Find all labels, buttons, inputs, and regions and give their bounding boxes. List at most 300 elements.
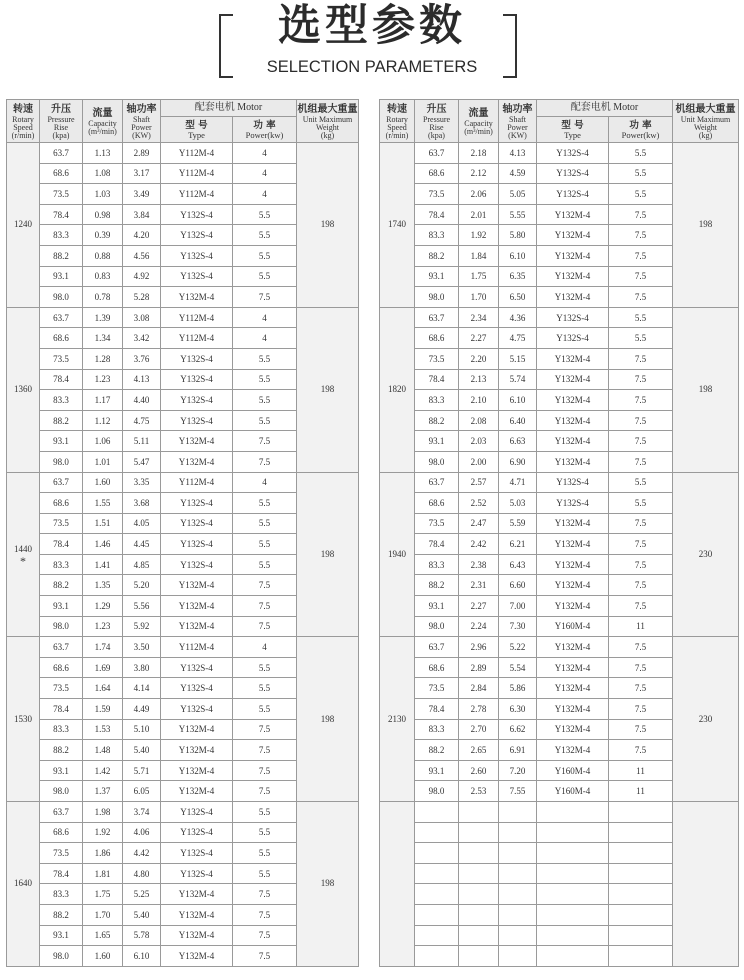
rotary-speed-cell <box>380 472 415 637</box>
pressure-rise-cell: 93.1 <box>40 596 83 617</box>
pressure-rise-cell: 98.0 <box>40 616 83 637</box>
capacity-cell: 1.75 <box>83 884 123 905</box>
pressure-rise-cell: 83.3 <box>415 554 459 575</box>
motor-type-cell: Y112M-4 <box>161 307 233 328</box>
motor-power-cell: 7.5 <box>609 575 673 596</box>
motor-type-cell: Y132M-4 <box>537 554 609 575</box>
motor-power-cell: 5.5 <box>233 822 297 843</box>
motor-power-cell: 5.5 <box>233 513 297 534</box>
title-block <box>0 0 744 90</box>
capacity-cell: 1.12 <box>83 410 123 431</box>
capacity-cell: 1.70 <box>459 287 499 308</box>
empty-cell <box>415 863 459 884</box>
table-row <box>7 307 359 328</box>
motor-type-cell: Y132M-4 <box>161 904 233 925</box>
motor-power-cell: 7.5 <box>233 719 297 740</box>
empty-cell <box>459 843 499 864</box>
header-pressure-pressure_unit: (kpa) <box>428 130 445 140</box>
pressure-rise-cell: 68.6 <box>40 163 83 184</box>
motor-type-cell: Y132M-4 <box>537 266 609 287</box>
capacity-cell: 2.27 <box>459 596 499 617</box>
rotary-speed-value: 1530 <box>14 713 32 724</box>
shaft-power-cell: 4.06 <box>123 822 161 843</box>
spec-table-right <box>379 99 739 967</box>
shaft-power-cell: 4.75 <box>499 328 537 349</box>
motor-type-cell: Y132S-4 <box>161 863 233 884</box>
empty-cell <box>499 884 537 905</box>
motor-power-cell: 7.5 <box>609 719 673 740</box>
motor-power-cell: 5.5 <box>609 143 673 164</box>
motor-power-cell: 5.5 <box>609 328 673 349</box>
pressure-rise-cell: 78.4 <box>40 534 83 555</box>
capacity-cell: 1.01 <box>83 451 123 472</box>
capacity-cell: 1.86 <box>83 843 123 864</box>
header-weight-weight_en2: Weight <box>694 122 717 132</box>
shaft-power-cell: 2.89 <box>123 143 161 164</box>
rotary-speed-cell <box>7 143 40 308</box>
capacity-cell: 2.13 <box>459 369 499 390</box>
motor-type-cell: Y132M-4 <box>537 678 609 699</box>
pressure-rise-cell: 68.6 <box>40 822 83 843</box>
pressure-rise-cell: 68.6 <box>415 163 459 184</box>
capacity-cell: 2.53 <box>459 781 499 802</box>
motor-power-cell: 11 <box>609 616 673 637</box>
capacity-cell: 0.39 <box>83 225 123 246</box>
motor-type-cell: Y132S-4 <box>161 657 233 678</box>
motor-type-cell: Y132S-4 <box>161 348 233 369</box>
empty-cell <box>499 802 537 823</box>
empty-cell <box>415 925 459 946</box>
shaft-power-cell: 5.80 <box>499 225 537 246</box>
motor-power-cell: 7.5 <box>233 884 297 905</box>
header-pressure-pressure_en2: Rise <box>53 122 69 132</box>
header-speed-speed_en1: Rotary <box>12 114 34 124</box>
empty-cell <box>609 863 673 884</box>
motor-power-cell: 5.5 <box>233 843 297 864</box>
pressure-rise-cell: 83.3 <box>415 719 459 740</box>
header-shaft-power-shaft_en2: Power <box>131 122 152 132</box>
empty-cell <box>537 884 609 905</box>
header-row <box>7 100 359 117</box>
shaft-power-cell: 4.13 <box>499 143 537 164</box>
motor-type-cell: Y132S-4 <box>161 513 233 534</box>
header-speed-speed_unit: (r/min) <box>11 130 35 140</box>
header-motor-label: 配套电机 Motor <box>570 102 639 113</box>
unit-weight-cell: 230 <box>673 472 739 637</box>
shaft-power-cell: 5.56 <box>123 596 161 617</box>
table-row <box>7 143 359 164</box>
motor-type-cell: Y132S-4 <box>161 369 233 390</box>
shaft-power-cell: 4.13 <box>123 369 161 390</box>
shaft-power-cell: 5.92 <box>123 616 161 637</box>
header-motor-type <box>161 117 233 143</box>
capacity-cell: 2.03 <box>459 431 499 452</box>
motor-power-cell: 5.5 <box>233 369 297 390</box>
capacity-cell: 1.46 <box>83 534 123 555</box>
motor-type-cell: Y132S-4 <box>161 410 233 431</box>
motor-type-cell: Y132M-4 <box>161 925 233 946</box>
pressure-rise-cell: 78.4 <box>40 369 83 390</box>
motor-type-cell: Y132S-4 <box>537 184 609 205</box>
pressure-rise-cell: 68.6 <box>415 328 459 349</box>
motor-power-cell: 7.5 <box>609 657 673 678</box>
shaft-power-cell: 4.05 <box>123 513 161 534</box>
capacity-cell: 2.31 <box>459 575 499 596</box>
pressure-rise-cell: 98.0 <box>415 781 459 802</box>
pressure-rise-cell: 83.3 <box>415 225 459 246</box>
pressure-rise-cell: 78.4 <box>40 204 83 225</box>
table-row <box>7 472 359 493</box>
shaft-power-cell: 6.10 <box>123 946 161 967</box>
pressure-rise-cell: 83.3 <box>40 884 83 905</box>
rotary-speed-cell <box>380 143 415 308</box>
pressure-rise-cell: 93.1 <box>40 431 83 452</box>
motor-type-cell: Y132M-4 <box>161 575 233 596</box>
motor-power-cell: 7.5 <box>609 390 673 411</box>
unit-weight-cell: 230 <box>673 637 739 802</box>
shaft-power-cell: 6.40 <box>499 410 537 431</box>
empty-cell <box>415 802 459 823</box>
motor-type-cell: Y132M-4 <box>537 348 609 369</box>
pressure-rise-cell: 83.3 <box>40 554 83 575</box>
pressure-rise-cell: 93.1 <box>415 431 459 452</box>
rotary-speed-cell <box>380 637 415 802</box>
motor-type-cell: Y132M-4 <box>161 596 233 617</box>
header-pressure-pressure_cn: 升压 <box>426 103 447 115</box>
motor-type-cell: Y132M-4 <box>161 946 233 967</box>
motor-power-cell: 5.5 <box>233 245 297 266</box>
capacity-cell: 2.57 <box>459 472 499 493</box>
header-power-cn: 功 率 <box>629 119 652 131</box>
motor-power-cell: 5.5 <box>233 266 297 287</box>
header-speed-speed_unit: (r/min) <box>385 130 409 140</box>
motor-power-cell: 7.5 <box>609 348 673 369</box>
header-type-en: Type <box>188 129 205 140</box>
motor-type-cell: Y132M-4 <box>537 534 609 555</box>
rotary-speed-value: 1360 <box>14 384 32 395</box>
motor-power-cell: 7.5 <box>233 451 297 472</box>
header-shaft-power-shaft_cn: 轴功率 <box>502 103 533 115</box>
header-motor-label: 配套电机 Motor <box>194 102 263 113</box>
motor-power-cell: 7.5 <box>233 740 297 761</box>
motor-power-cell: 5.5 <box>233 554 297 575</box>
header-weight <box>673 100 739 143</box>
header-power-cn: 功 率 <box>253 119 276 131</box>
header-motor <box>537 100 673 117</box>
recommended-mark: * <box>20 553 26 568</box>
empty-cell <box>609 884 673 905</box>
pressure-rise-cell: 63.7 <box>415 472 459 493</box>
capacity-cell: 0.83 <box>83 266 123 287</box>
capacity-cell: 1.51 <box>83 513 123 534</box>
motor-power-cell: 7.5 <box>609 287 673 308</box>
header-capacity <box>459 100 499 143</box>
motor-power-cell: 7.5 <box>233 287 297 308</box>
capacity-cell: 1.92 <box>83 822 123 843</box>
shaft-power-cell: 3.17 <box>123 163 161 184</box>
page-title-cn: 选型参数 <box>278 1 466 51</box>
motor-power-cell: 4 <box>233 143 297 164</box>
capacity-cell: 2.70 <box>459 719 499 740</box>
capacity-cell: 1.65 <box>83 925 123 946</box>
empty-cell <box>459 822 499 843</box>
capacity-cell: 1.60 <box>83 946 123 967</box>
motor-power-cell: 5.5 <box>609 184 673 205</box>
motor-type-cell: Y132S-4 <box>161 225 233 246</box>
shaft-power-cell: 5.74 <box>499 369 537 390</box>
capacity-cell: 1.17 <box>83 390 123 411</box>
empty-cell <box>499 843 537 864</box>
motor-type-cell: Y132M-4 <box>537 431 609 452</box>
table-row <box>380 307 739 328</box>
pressure-rise-cell: 63.7 <box>40 637 83 658</box>
motor-power-cell: 5.5 <box>609 493 673 514</box>
shaft-power-cell: 3.80 <box>123 657 161 678</box>
pressure-rise-cell: 88.2 <box>415 245 459 266</box>
header-speed-speed_en1: Rotary <box>386 114 408 124</box>
pressure-rise-cell: 93.1 <box>415 596 459 617</box>
shaft-power-cell: 5.78 <box>123 925 161 946</box>
pressure-rise-cell: 68.6 <box>40 328 83 349</box>
pressure-rise-cell: 98.0 <box>40 287 83 308</box>
header-weight-weight_cn: 机组最大重量 <box>297 103 358 115</box>
motor-power-cell: 4 <box>233 328 297 349</box>
shaft-power-cell: 6.35 <box>499 266 537 287</box>
shaft-power-cell: 7.00 <box>499 596 537 617</box>
pressure-rise-cell: 88.2 <box>40 740 83 761</box>
pressure-rise-cell: 78.4 <box>40 699 83 720</box>
motor-type-cell: Y132M-4 <box>161 616 233 637</box>
capacity-cell: 2.18 <box>459 143 499 164</box>
empty-cell <box>415 843 459 864</box>
header-speed-speed_en2: Speed <box>387 122 407 132</box>
motor-type-cell: Y132M-4 <box>537 719 609 740</box>
header-pressure-pressure_en1: Pressure <box>422 114 451 124</box>
shaft-power-cell: 4.40 <box>123 390 161 411</box>
motor-type-cell: Y132S-4 <box>161 843 233 864</box>
empty-cell <box>537 904 609 925</box>
header-pressure <box>415 100 459 143</box>
header-pressure <box>40 100 83 143</box>
shaft-power-cell: 4.80 <box>123 863 161 884</box>
capacity-cell: 1.64 <box>83 678 123 699</box>
pressure-rise-cell: 63.7 <box>415 637 459 658</box>
capacity-cell: 1.23 <box>83 369 123 390</box>
empty-weight-cell <box>673 802 739 967</box>
motor-power-cell: 5.5 <box>233 410 297 431</box>
pressure-rise-cell: 73.5 <box>40 348 83 369</box>
table-row <box>380 637 739 658</box>
motor-power-cell: 5.5 <box>609 163 673 184</box>
header-shaft-power <box>123 100 161 143</box>
shaft-power-cell: 6.43 <box>499 554 537 575</box>
motor-type-cell: Y112M-4 <box>161 328 233 349</box>
shaft-power-cell: 5.55 <box>499 204 537 225</box>
empty-cell <box>499 904 537 925</box>
pressure-rise-cell: 68.6 <box>40 657 83 678</box>
motor-power-cell: 7.5 <box>609 513 673 534</box>
motor-type-cell: Y132M-4 <box>161 719 233 740</box>
shaft-power-cell: 4.45 <box>123 534 161 555</box>
capacity-cell: 1.60 <box>83 472 123 493</box>
motor-type-cell: Y132M-4 <box>537 740 609 761</box>
empty-cell <box>537 802 609 823</box>
capacity-cell: 1.55 <box>83 493 123 514</box>
capacity-cell: 2.96 <box>459 637 499 658</box>
motor-type-cell: Y132M-4 <box>161 451 233 472</box>
header-weight-weight_en1: Unit Maximum <box>680 114 731 124</box>
header-capacity-capacity_unit: (m³/min) <box>88 126 117 136</box>
motor-power-cell: 5.5 <box>233 802 297 823</box>
header-speed-speed_cn: 转速 <box>387 103 407 115</box>
header-weight-weight_unit: (kg) <box>698 130 713 140</box>
header-speed <box>380 100 415 143</box>
header-shaft-power-shaft_en2: Power <box>507 122 528 132</box>
pressure-rise-cell: 88.2 <box>415 740 459 761</box>
empty-cell <box>537 822 609 843</box>
motor-power-cell: 7.5 <box>233 575 297 596</box>
capacity-cell: 2.27 <box>459 328 499 349</box>
shaft-power-cell: 4.59 <box>499 163 537 184</box>
capacity-cell: 2.00 <box>459 451 499 472</box>
shaft-power-cell: 3.35 <box>123 472 161 493</box>
capacity-cell: 1.06 <box>83 431 123 452</box>
motor-type-cell: Y132S-4 <box>161 822 233 843</box>
pressure-rise-cell: 63.7 <box>40 472 83 493</box>
shaft-power-cell: 6.30 <box>499 699 537 720</box>
pressure-rise-cell: 98.0 <box>40 781 83 802</box>
empty-cell <box>609 802 673 823</box>
header-type-en: Type <box>564 129 581 140</box>
capacity-cell: 0.78 <box>83 287 123 308</box>
motor-power-cell: 7.5 <box>609 204 673 225</box>
shaft-power-cell: 6.10 <box>499 245 537 266</box>
capacity-cell: 0.98 <box>83 204 123 225</box>
capacity-cell: 2.47 <box>459 513 499 534</box>
empty-cell <box>459 802 499 823</box>
capacity-cell: 1.53 <box>83 719 123 740</box>
motor-type-cell: Y132M-4 <box>537 657 609 678</box>
shaft-power-cell: 4.92 <box>123 266 161 287</box>
shaft-power-cell: 5.54 <box>499 657 537 678</box>
rotary-speed-cell <box>7 307 40 472</box>
pressure-rise-cell: 73.5 <box>415 513 459 534</box>
motor-power-cell: 4 <box>233 637 297 658</box>
capacity-cell: 1.39 <box>83 307 123 328</box>
pressure-rise-cell: 93.1 <box>415 266 459 287</box>
pressure-rise-cell: 98.0 <box>415 451 459 472</box>
unit-weight-cell: 198 <box>673 143 739 308</box>
motor-power-cell: 4 <box>233 184 297 205</box>
motor-type-cell: Y132M-4 <box>537 369 609 390</box>
capacity-cell: 2.06 <box>459 184 499 205</box>
header-weight-weight_en1: Unit Maximum <box>302 114 353 124</box>
capacity-cell: 1.70 <box>83 904 123 925</box>
capacity-cell: 1.75 <box>459 266 499 287</box>
motor-type-cell: Y132S-4 <box>537 163 609 184</box>
capacity-cell: 2.10 <box>459 390 499 411</box>
pressure-rise-cell: 93.1 <box>40 266 83 287</box>
motor-power-cell: 5.5 <box>233 534 297 555</box>
header-motor-power <box>609 117 673 143</box>
page-title-en <box>0 57 744 77</box>
header-type-cn: 型 号 <box>561 119 584 131</box>
motor-type-cell: Y132M-4 <box>537 451 609 472</box>
shaft-power-cell: 5.15 <box>499 348 537 369</box>
shaft-power-cell: 7.55 <box>499 781 537 802</box>
shaft-power-cell: 4.71 <box>499 472 537 493</box>
motor-type-cell: Y132S-4 <box>161 245 233 266</box>
capacity-cell: 2.60 <box>459 760 499 781</box>
header-type-cn: 型 号 <box>185 119 208 131</box>
unit-weight-cell: 198 <box>297 472 359 637</box>
capacity-cell: 2.52 <box>459 493 499 514</box>
motor-type-cell: Y132M-4 <box>161 884 233 905</box>
shaft-power-cell: 5.71 <box>123 760 161 781</box>
pressure-rise-cell: 73.5 <box>40 513 83 534</box>
shaft-power-cell: 5.59 <box>499 513 537 534</box>
capacity-cell: 2.01 <box>459 204 499 225</box>
motor-power-cell: 4 <box>233 163 297 184</box>
motor-type-cell: Y132S-4 <box>161 699 233 720</box>
capacity-cell: 2.08 <box>459 410 499 431</box>
motor-power-cell: 7.5 <box>609 410 673 431</box>
pressure-rise-cell: 78.4 <box>40 863 83 884</box>
capacity-cell: 1.37 <box>83 781 123 802</box>
empty-cell <box>609 925 673 946</box>
pressure-rise-cell: 63.7 <box>40 802 83 823</box>
shaft-power-cell: 4.14 <box>123 678 161 699</box>
motor-power-cell: 7.5 <box>233 616 297 637</box>
shaft-power-cell: 3.49 <box>123 184 161 205</box>
rotary-speed-value: 1640 <box>14 878 32 889</box>
shaft-power-cell: 5.03 <box>499 493 537 514</box>
header-motor <box>161 100 297 117</box>
motor-power-cell: 5.5 <box>233 390 297 411</box>
shaft-power-cell: 3.68 <box>123 493 161 514</box>
motor-type-cell: Y132S-4 <box>537 307 609 328</box>
empty-cell <box>459 863 499 884</box>
pressure-rise-cell: 98.0 <box>415 616 459 637</box>
shaft-power-cell: 6.21 <box>499 534 537 555</box>
pressure-rise-cell: 88.2 <box>415 410 459 431</box>
capacity-cell: 2.42 <box>459 534 499 555</box>
header-shaft-power-shaft_cn: 轴功率 <box>126 103 157 115</box>
motor-power-cell: 5.5 <box>233 863 297 884</box>
shaft-power-cell: 3.74 <box>123 802 161 823</box>
capacity-cell: 2.89 <box>459 657 499 678</box>
empty-cell <box>499 925 537 946</box>
pressure-rise-cell: 63.7 <box>40 143 83 164</box>
pressure-rise-cell: 73.5 <box>415 678 459 699</box>
unit-weight-cell: 198 <box>673 307 739 472</box>
capacity-cell: 1.59 <box>83 699 123 720</box>
motor-type-cell: Y112M-4 <box>161 143 233 164</box>
motor-power-cell: 7.5 <box>609 596 673 617</box>
pressure-rise-cell: 83.3 <box>415 390 459 411</box>
motor-type-cell: Y132S-4 <box>161 554 233 575</box>
motor-type-cell: Y132M-4 <box>537 575 609 596</box>
shaft-power-cell: 3.50 <box>123 637 161 658</box>
shaft-power-cell: 6.63 <box>499 431 537 452</box>
motor-power-cell: 7.5 <box>609 678 673 699</box>
header-row <box>380 100 739 117</box>
header-capacity-capacity_en: Capacity <box>464 118 493 128</box>
header-power-en: Power(kw) <box>621 129 660 140</box>
pressure-rise-cell: 93.1 <box>415 760 459 781</box>
pressure-rise-cell: 93.1 <box>40 925 83 946</box>
pressure-rise-cell: 63.7 <box>415 307 459 328</box>
